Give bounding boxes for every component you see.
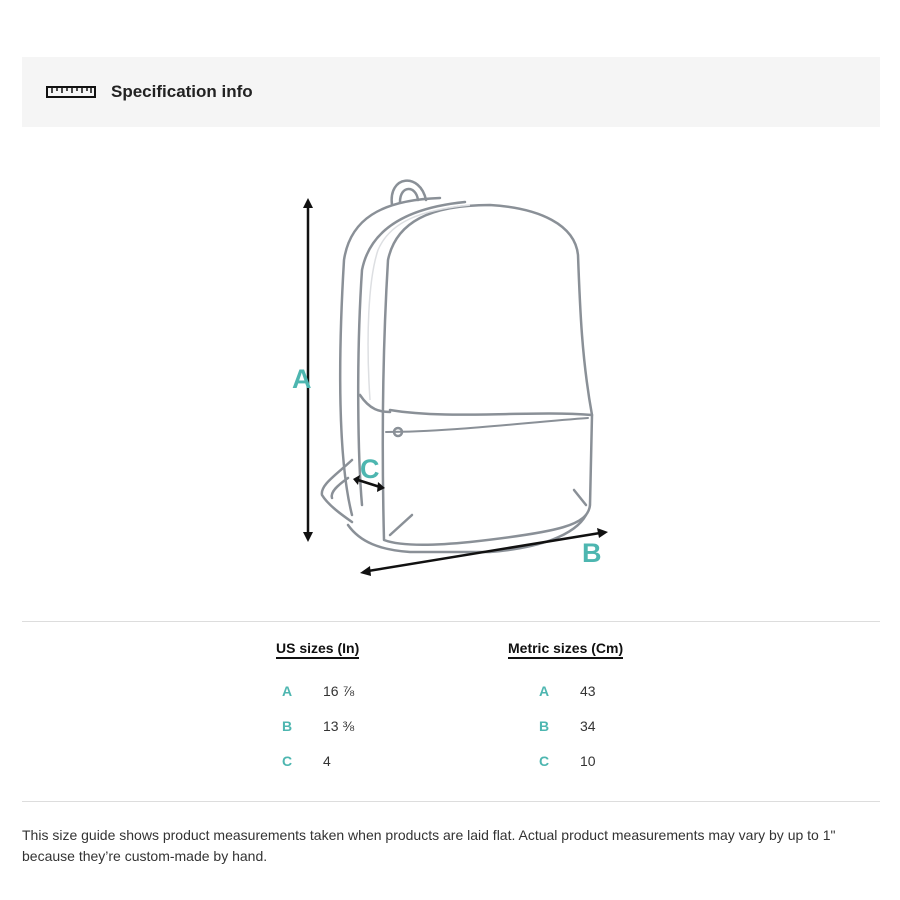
divider-bottom — [22, 801, 880, 802]
size-label: C — [282, 753, 293, 769]
size-value: 4 — [323, 753, 331, 769]
size-label: A — [539, 683, 550, 699]
size-value: 34 — [580, 718, 596, 734]
spec-title: Specification info — [111, 82, 253, 101]
dimension-label-a: A — [292, 364, 312, 394]
us-sizes-heading: US sizes (In) — [276, 640, 359, 659]
size-label: A — [282, 683, 293, 699]
ruler-icon — [46, 85, 96, 99]
divider-top — [22, 621, 880, 622]
size-value: 13 ⅜ — [323, 718, 355, 734]
size-guide-disclaimer: This size guide shows product measurements taken when products are laid flat. Actual product measurements may vary by up to 1" because they’re custom-made by hand. — [22, 827, 836, 864]
dimension-label-c: C — [360, 454, 380, 484]
metric-sizes-heading: Metric sizes (Cm) — [508, 640, 623, 659]
size-label: B — [282, 718, 293, 734]
spec-header — [22, 57, 880, 127]
size-value: 10 — [580, 753, 596, 769]
size-label: C — [539, 753, 550, 769]
us-sizes-table — [276, 640, 359, 659]
backpack-illustration — [270, 160, 630, 590]
size-value: 43 — [580, 683, 596, 699]
dimension-label-b: B — [582, 538, 602, 568]
size-value: 16 ⅞ — [323, 683, 355, 699]
size-label: B — [539, 718, 550, 734]
metric-sizes-table — [508, 640, 623, 659]
